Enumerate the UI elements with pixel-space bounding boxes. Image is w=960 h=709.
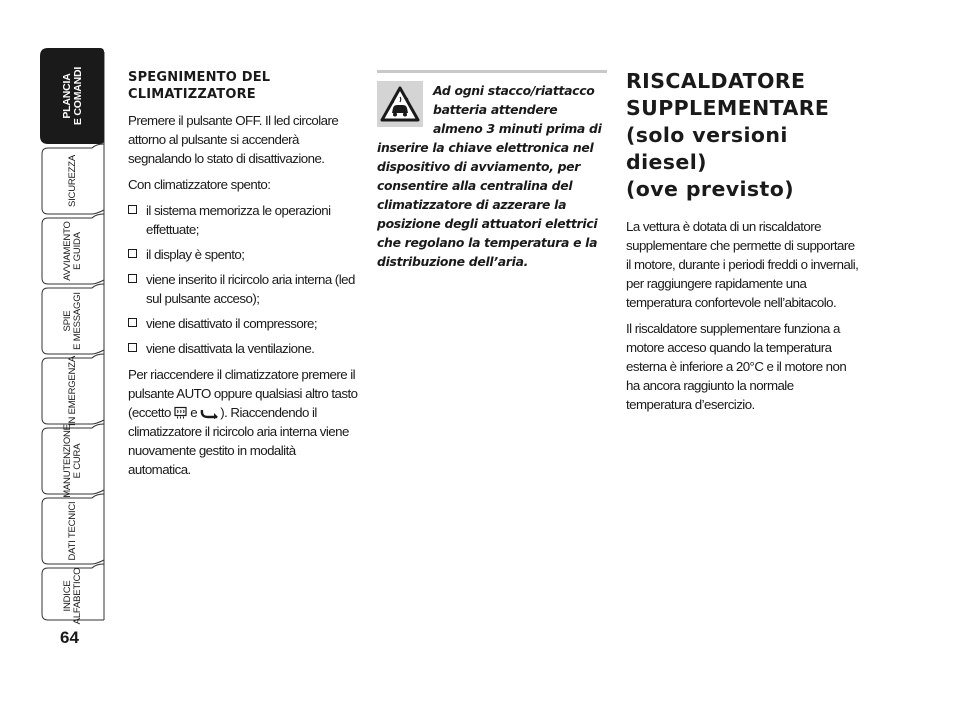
text-run: e	[190, 405, 198, 420]
checkbox-bullet-icon	[128, 205, 137, 214]
supplementary-heater-body	[626, 217, 861, 414]
climate-off-body	[128, 111, 358, 479]
tab-label-line: AVVIAMENTO	[62, 221, 73, 281]
tab-avviamento-e-guida[interactable]	[63, 220, 83, 282]
paragraph	[128, 365, 358, 479]
checkbox-bullet-icon	[128, 318, 137, 327]
tab-dati-tecnici[interactable]	[63, 500, 83, 562]
tab-indice-alfabetico[interactable]	[63, 565, 83, 627]
tab-strip-graphic	[0, 0, 110, 709]
heading-line: (solo versioni	[626, 123, 788, 147]
heading-line: diesel)	[626, 150, 707, 174]
warning-note	[377, 81, 607, 271]
warning-divider	[377, 70, 607, 73]
heading-line: (ove previsto)	[626, 177, 794, 201]
tab-label-line: SPIE	[62, 310, 73, 332]
list-item-text: il sistema memorizza le operazioni effettuate;	[146, 203, 331, 237]
recirculation-icon	[200, 407, 220, 419]
bullet-list	[128, 201, 358, 358]
warning-car-icon	[380, 86, 420, 122]
rear-defrost-icon	[174, 406, 187, 419]
tab-spie-e-messaggi[interactable]	[63, 290, 83, 352]
list-item-text: viene disattivato il compressore;	[146, 316, 318, 331]
tab-label-line: DATI TECNICI	[67, 501, 78, 561]
paragraph: Il riscaldatore supplementare funziona a motore acceso quando la temperatura esterna è inferiore a 20°C e il motore non ha ancora raggiunto la normale temperatura d’esercizio.	[626, 321, 847, 412]
list-item	[128, 314, 358, 333]
tab-label-line: INDICE	[62, 580, 73, 612]
list-item-text: viene inserito il ricircolo aria interna (led sul pulsante acceso);	[146, 272, 355, 306]
list-item	[128, 339, 358, 358]
column-supplementary-heater	[626, 66, 861, 421]
tab-manutenzione-e-cura[interactable]	[62, 424, 83, 498]
tab-plancia-e-comandi[interactable]	[63, 65, 83, 127]
tab-label-line: PLANCIA	[61, 73, 73, 119]
tab-in-emergenza[interactable]	[63, 356, 83, 426]
tab-label-line: E CURA	[72, 443, 83, 479]
paragraph: La vettura è dotata di un riscaldatore supplementare che permette di supportare il motore, durante i periodi freddi o invernali, per raggiungere rapidamente una temperatura confortevole nell’abitacolo.	[626, 219, 859, 310]
paragraph: Con climatizzatore spento:	[128, 177, 271, 192]
list-item	[128, 201, 358, 239]
heading-line: CLIMATIZZATORE	[128, 87, 256, 102]
tab-label-line: ALFABETICO	[72, 567, 83, 625]
text-run: Per riaccendere il climatizzatore premere il pulsante AUTO oppure qualsiasi altro tasto (eccetto	[128, 367, 358, 420]
warning-icon-box	[377, 81, 423, 127]
tab-label-line: SICUREZZA	[67, 154, 78, 208]
text-run: ). Riaccendendo il climatizzatore il ricircolo aria interna viene nuovamente gestito in modalità automatica.	[128, 405, 349, 477]
page-number: 64	[60, 628, 79, 647]
column-climate-off	[128, 66, 358, 486]
tab-label-line: IN EMERGENZA	[67, 356, 78, 426]
section-heading-climate-off	[128, 69, 358, 103]
checkbox-bullet-icon	[128, 343, 137, 352]
list-item	[128, 245, 358, 264]
heading-line: SUPPLEMENTARE	[626, 96, 830, 120]
tab-label-line: E GUIDA	[72, 232, 83, 270]
column-warning	[377, 66, 607, 271]
chapter-tabs	[0, 0, 110, 709]
heading-line: RISCALDATORE	[626, 69, 806, 93]
list-item-text: il display è spento;	[146, 247, 245, 262]
tab-label-line: E COMANDI	[72, 66, 84, 126]
warning-text: Ad ogni stacco/riattacco batteria attendere almeno 3 minuti prima di inserire la chiave elettronica nel dispositivo di avviamento, per consentire alla centralina del climatizzatore di azzerare la posizione degli attuatori elettrici che regolano la temperatura e la distribuzione dell’aria.	[377, 83, 602, 269]
tab-sicurezza[interactable]	[63, 150, 83, 212]
checkbox-bullet-icon	[128, 274, 137, 283]
checkbox-bullet-icon	[128, 249, 137, 258]
tab-label-line: E MESSAGGI	[72, 292, 83, 350]
list-item-text: viene disattivata la ventilazione.	[146, 341, 315, 356]
tab-label-line: MANUTENZIONE	[62, 424, 73, 498]
heading-line: SPEGNIMENTO DEL	[128, 70, 271, 85]
list-item	[128, 270, 358, 308]
paragraph: Premere il pulsante OFF. Il led circolare attorno al pulsante si accenderà segnalando lo stato di disattivazione.	[128, 113, 339, 166]
section-heading-supplementary-heater	[626, 68, 861, 203]
